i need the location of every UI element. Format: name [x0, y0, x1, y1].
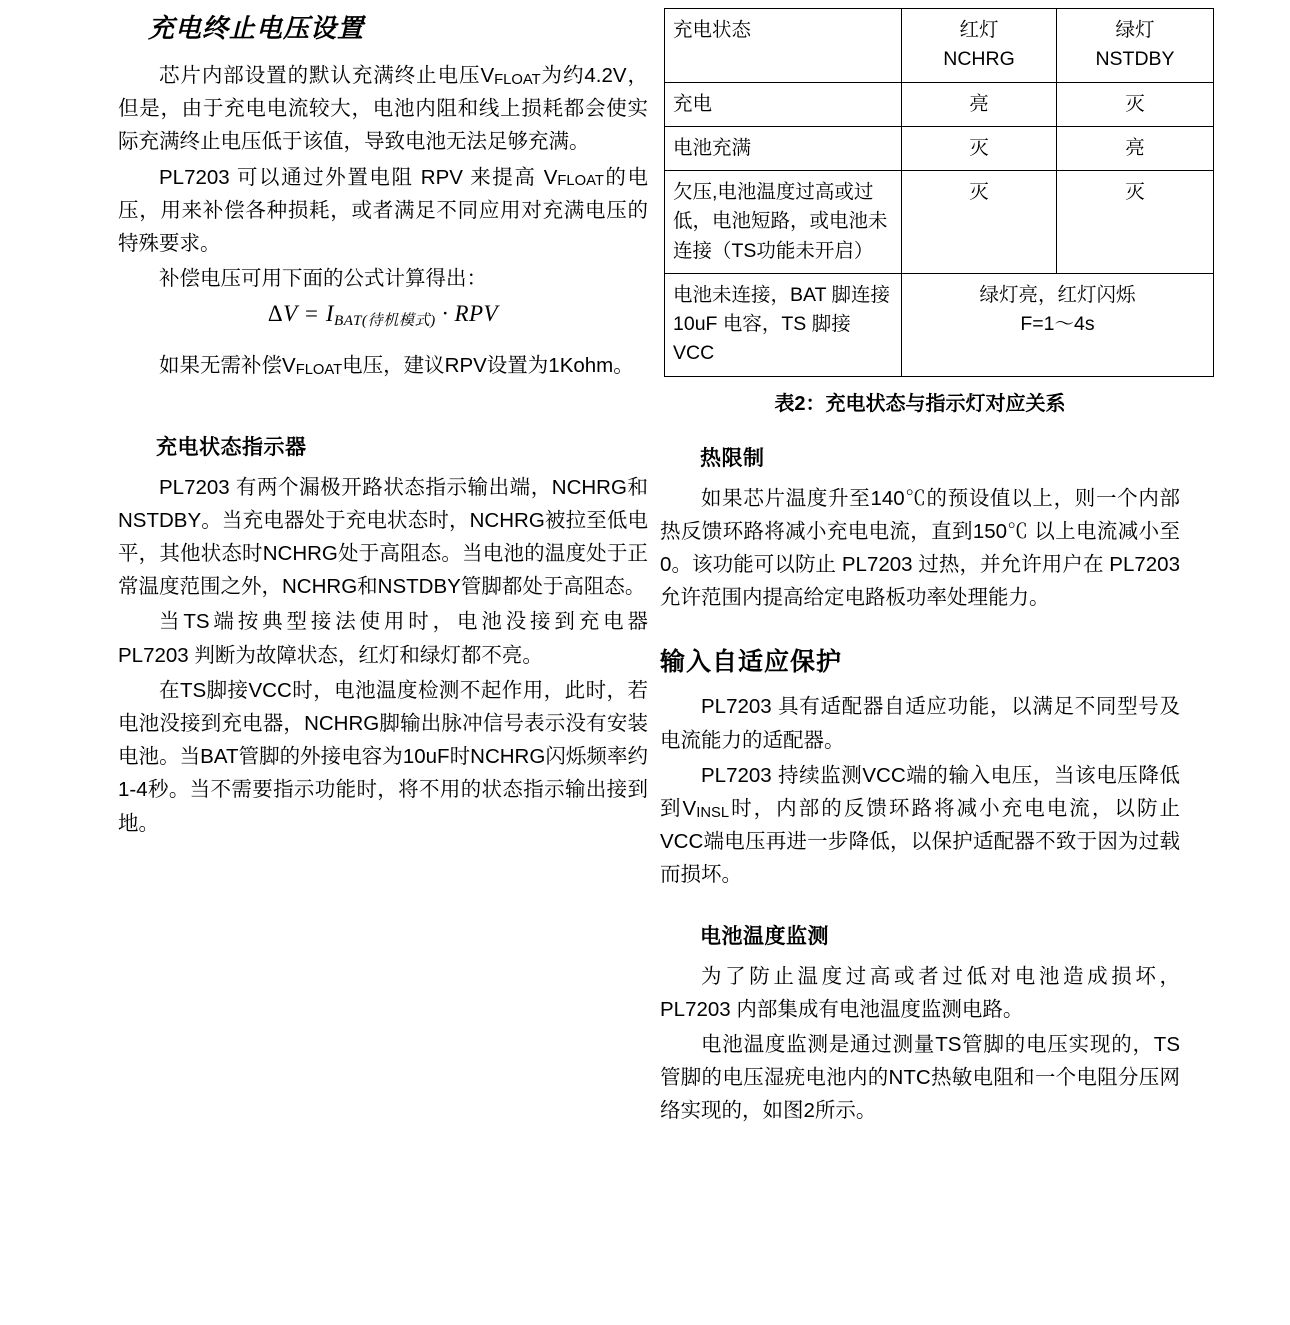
paragraph-rpv: PL7203 可以通过外置电阻 RPV 来提高 VFLOAT的电压，用来补偿各种损耗，或者满足不同应用对充满电压的特殊要求。 — [118, 165, 648, 256]
row-state: 电池未连接，BAT 脚连接 10uF 电容，TS 脚接 VCC — [665, 273, 902, 376]
spacer-5 — [660, 894, 1180, 920]
paragraph-thermal: 如果芯片温度升至140℃的预设值以上，则一个内部热反馈环路将减小充电电流，直到150℃ 以上电流减小至 0。该功能可以防止 PL7203 过热，并允许用户在 PL7203 允许范围内提高给定电路板功率处理能力。 — [660, 486, 1180, 610]
merged-line-2: F=1～4s — [1020, 313, 1095, 335]
header-red-pin: NCHRG — [943, 48, 1015, 71]
paragraph-ts-typical: 当TS端按典型接法使用时，电池没接到充电器 PL7203 判断为故障状态，红灯和绿灯都不亮。 — [118, 610, 648, 667]
table-header-row — [665, 9, 1214, 83]
formula-rpv: RPV — [454, 301, 499, 327]
table-row — [665, 82, 1214, 126]
subscript-vinsl: INSL — [696, 804, 730, 821]
page-title: 充电终止电压设置 — [148, 13, 365, 43]
paragraph-formula-intro: 补偿电压可用下面的公式计算得出： — [159, 267, 487, 291]
row-red: 灭 — [902, 171, 1057, 274]
paragraph-status-outputs: PL7203 有两个漏极开路状态指示输出端，NCHRG和NSTDBY。当充电器处于充电状态时，NCHRG被拉至低电平，其他状态时NCHRG处于高阻态。当电池的温度处于正常温度范围之外，NCHRG和NSTDBY管脚都处于高阻态。 — [118, 475, 648, 599]
paragraph-adapter-adaptive: PL7203 具有适配器自适应功能，以满足不同型号及电流能力的适配器。 — [660, 695, 1180, 752]
spacer-2 — [118, 385, 648, 431]
row-green: 灭 — [1057, 82, 1214, 126]
formula-ibat-subscript: BAT(待机模式) — [334, 312, 436, 330]
row-green: 亮 — [1057, 126, 1214, 170]
paragraph-vcc-monitor: PL7203 持续监测VCC端的输入电压，当该电压降低到VINSL时，内部的反馈环路将减小充电电流，以防止VCC端电压再进一步降低，以保护适配器不致于因为过载而损坏。 — [660, 763, 1180, 887]
row-state: 欠压,电池温度过高或过低，电池短路，或电池未连接（TS功能未开启） — [665, 171, 902, 274]
row-green: 灭 — [1057, 171, 1214, 274]
row-red: 亮 — [902, 82, 1057, 126]
subscript-float-3: FLOAT — [295, 362, 343, 379]
table-row — [665, 126, 1214, 170]
subsection-title-input-protection: 输入自适应保护 — [660, 648, 843, 677]
spacer — [118, 337, 648, 349]
paragraph-float-voltage: 芯片内部设置的默认充满终止电压VFLOAT为约4.2V，但是，由于充电电流较大，电池内阻和线上损耗都会使实际充满终止电压低于该值，导致电池无法足够充满。 — [118, 64, 648, 154]
paragraph-ts-vcc: 在TS脚接VCC时，电池温度检测不起作用，此时，若电池没接到充电器，NCHRG脚输出脉冲信号表示没有安装电池。当BAT管脚的外接电容为10uF时NCHRG闪烁频率约1-4秒。当不需要指示功能时，将不用的状态指示输出接到地。 — [118, 678, 648, 835]
row-red: 灭 — [902, 126, 1057, 170]
subsection-title-thermal-limit: 热限制 — [700, 446, 765, 470]
spacer-3 — [660, 416, 1180, 442]
table-header-red-led — [902, 9, 1057, 83]
right-column — [660, 0, 1180, 1130]
table-caption: 表2：充电状态与指示灯对应关系 — [774, 392, 1066, 415]
formula-compensation-voltage: ΔV = IBAT(待机模式) · RPV — [267, 301, 499, 330]
header-red-label: 红灯 — [959, 19, 999, 41]
charge-status-table — [664, 8, 1214, 377]
subscript-float-2: FLOAT — [557, 173, 604, 190]
row-state: 充电 — [665, 82, 902, 126]
row-state: 电池充满 — [665, 126, 902, 170]
paragraph-temp-protect: 为了防止温度过高或者过低对电池造成损坏，PL7203 内部集成有电池温度监测电路。 — [660, 964, 1180, 1021]
header-green-pin: NSTDBY — [1095, 48, 1175, 71]
subsection-title-status-indicator: 充电状态指示器 — [156, 435, 307, 459]
table-row — [665, 171, 1214, 274]
table-header-state: 充电状态 — [665, 9, 902, 83]
paragraph-temp-measure: 电池温度监测是通过测量TS管脚的电压实现的，TS管脚的电压湿疣电池内的NTC热敏电阻和一个电阻分压网络实现的，如图2所示。 — [660, 1032, 1180, 1123]
row-merged-result — [902, 273, 1214, 376]
left-column — [118, 0, 648, 842]
paragraph-rpv-default: 如果无需补偿VFLOAT电压，建议RPV设置为1Kohm。 — [159, 354, 634, 379]
table-row — [665, 273, 1214, 376]
merged-line-1: 绿灯亮，红灯闪烁 — [979, 283, 1136, 306]
table-header-green-led — [1057, 9, 1214, 83]
subsection-title-battery-temp: 电池温度监测 — [700, 924, 829, 948]
formula-delta-v: Δ — [267, 301, 284, 327]
formula-ibat: I — [325, 301, 334, 327]
spacer-4 — [660, 616, 1180, 642]
subscript-float: FLOAT — [494, 71, 541, 88]
header-green-label: 绿灯 — [1115, 19, 1155, 41]
